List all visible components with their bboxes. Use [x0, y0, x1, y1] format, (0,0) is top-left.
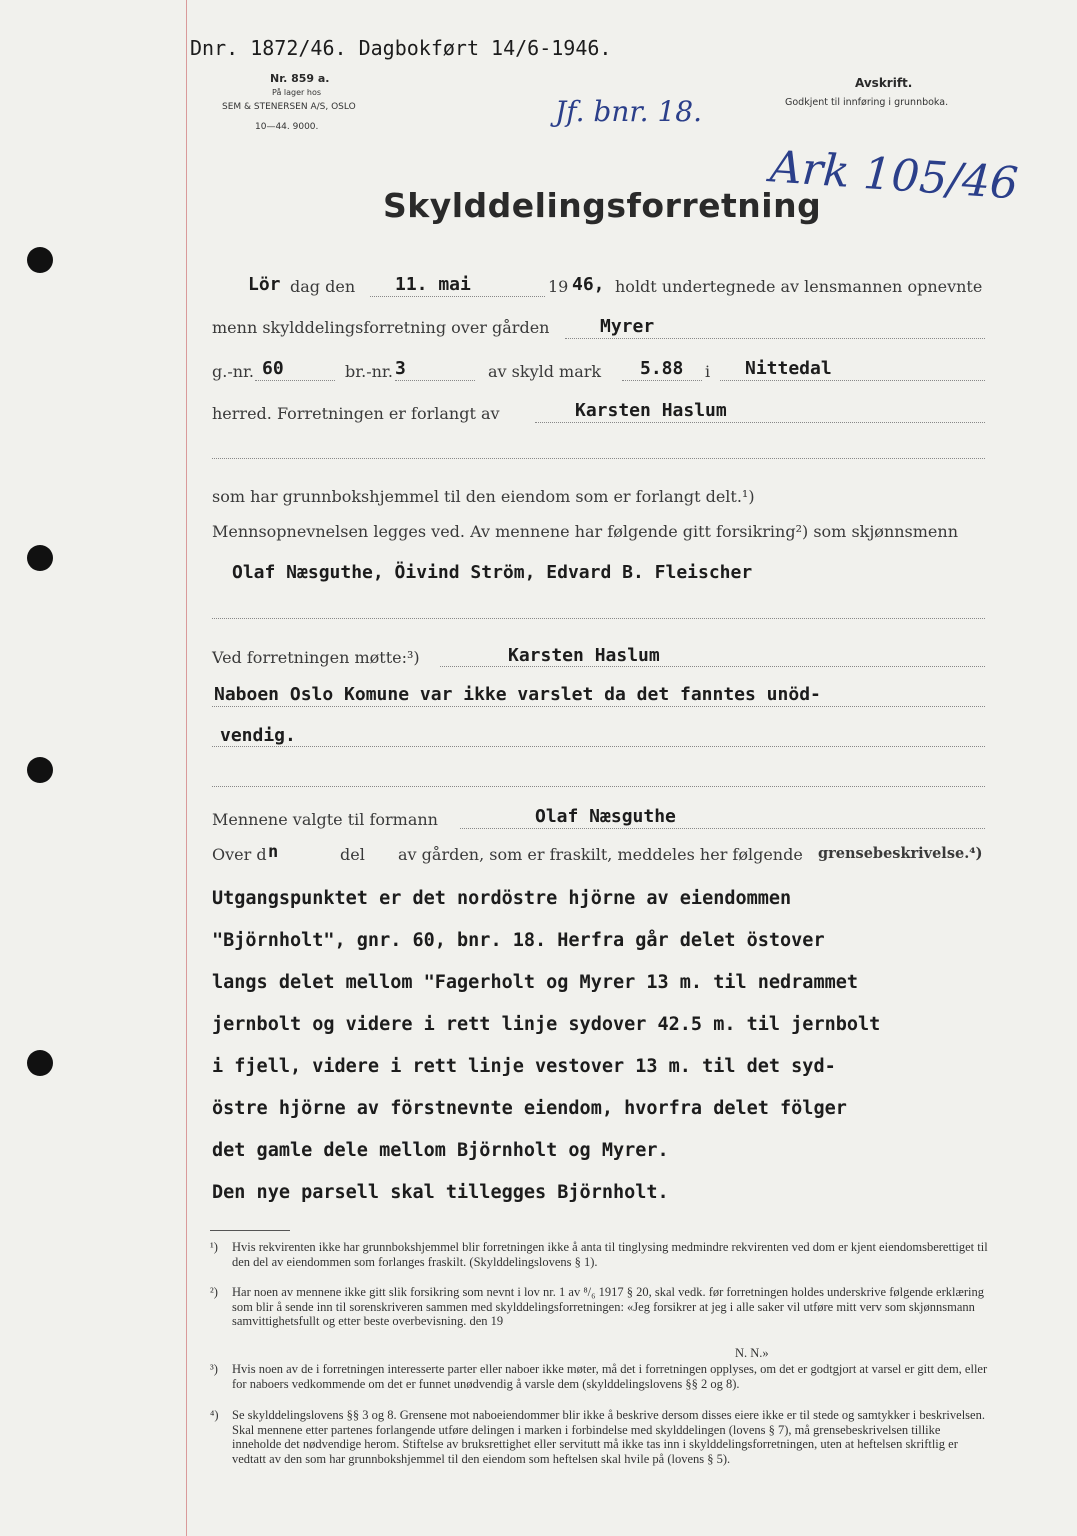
footnote-text: Har noen av mennene ikke gitt slik forsikring som nevnt i lov nr. 1 av ⁸/₆ 1917 § 20, skal vedk. før forretningen holdes underskrive følgende erklæring som blir å sende inn til sorenskriveren sammen med skylddelingsforretningen: «Jeg forsikrer at jeg i alle saker vil utføre mitt verv som skjønnsmann samvittighetsfullt og etter beste overbevisning. den 19 — [232, 1285, 984, 1328]
handwritten-archive-number: Ark 105/46 — [768, 141, 1020, 210]
skyld-value: 5.88 — [640, 358, 684, 379]
note-line: Naboen Oslo Komune var ikke varslet da det fanntes unöd- — [214, 684, 821, 705]
footnote — [210, 1408, 990, 1466]
label: av gården, som er fraskilt, meddeles her følgende — [398, 845, 803, 864]
publisher-line: SEM & STENERSEN A/S, OSLO — [222, 102, 356, 112]
fill-line — [212, 706, 985, 707]
fill-line — [440, 666, 985, 667]
label: herred. Forretningen er forlangt av — [212, 404, 500, 423]
label: del — [340, 845, 365, 864]
year-prefix: 19 — [548, 277, 569, 296]
footnote-number: ¹) — [210, 1240, 218, 1254]
attendee-name: Karsten Haslum — [508, 645, 660, 666]
footnote-signature — [735, 1346, 835, 1361]
fill-line — [255, 380, 335, 381]
footnote-text: Se skylddelingslovens §§ 3 og 8. Grensene mot naboeiendommer blir ikke å beskrive dersom disses eiere ikke er til stede og samtykker i beskrivelsen. Skal mennene etter partenes forlangende utføre delingen i marken i forbindelse med skylddelingen (lovens § 7), må grensebeskrivelsen tillike inneholde det nødvendige herom. Stiftelse av bruksrettighet eller servitutt må ikke tas inn i skylddelingsforretningen, uten at heftelsen skriftlig er vedtatt av den som har grunnbokshjemmel til den eiendom som heftelsen skal hvile på (lovens § 5). — [232, 1408, 985, 1466]
label: Ved forretningen møtte:³) — [212, 648, 420, 667]
fill-line — [622, 380, 702, 381]
description-line: i fjell, videre i rett linje vestover 13 m. til det syd- — [212, 1056, 836, 1077]
footnote — [210, 1285, 990, 1329]
year-value: 46, — [572, 274, 605, 295]
chairman-name: Olaf Næsguthe — [535, 806, 676, 827]
text-line: Mennsopnevnelsen legges ved. Av mennene har følgende gitt forsikring²) som skjønnsmenn — [212, 522, 959, 541]
description-line: langs delet mellom "Fagerholt og Myrer 13 m. til nedrammet — [212, 972, 859, 993]
fill-line — [370, 296, 545, 297]
punch-hole — [27, 1050, 53, 1076]
publisher-line: På lager hos — [272, 88, 321, 97]
weekday: Lör — [248, 274, 281, 295]
footnote-divider — [210, 1230, 290, 1231]
approval-note: Godkjent til innføring i grunnboka. — [785, 97, 949, 108]
form-number: Nr. 859 a. — [270, 72, 330, 85]
label: Over d — [212, 845, 267, 864]
fill-line — [212, 746, 985, 747]
fill-line — [565, 338, 985, 339]
fill-line — [212, 786, 985, 787]
label: i — [705, 362, 711, 381]
label: grensebeskrivelse.⁴) — [818, 845, 983, 862]
description-line: det gamle dele mellom Björnholt og Myrer. — [212, 1140, 669, 1161]
bnr-value: 3 — [395, 358, 406, 379]
footnote-text: Hvis noen av de i forretningen interesserte parter eller naboer ikke møter, må det i forretningen opplyses, om det er godtgjort at varsel er gitt dem, eller for naboers vedkommende om det er funnet unødvendig å varsle dem (skylddelingslovens §§ 2 og 8). — [232, 1362, 988, 1391]
fill-line — [395, 380, 475, 381]
description-line: Utgangspunktet er det nordöstre hjörne av eiendommen — [212, 888, 792, 909]
label: br.-nr. — [345, 362, 393, 381]
text-line: som har grunnbokshjemmel til den eiendom som er forlangt delt.¹) — [212, 487, 755, 506]
fill-line — [535, 422, 985, 423]
footnote — [210, 1362, 990, 1391]
label: Mennene valgte til formann — [212, 810, 438, 829]
footnote-text: N. N.» — [735, 1346, 769, 1360]
punch-hole — [27, 757, 53, 783]
footnote-text: Hvis rekvirenten ikke har grunnbokshjemmel blir forretningen ikke å anta til tinglysing medmindre rekvirenten ved dom er kjent eiendomsberettiget til den del av eiendommen som forlanges fraskilt. (Skylddelingslovens § 1). — [232, 1240, 988, 1269]
punch-hole — [27, 545, 53, 571]
herred-name: Nittedal — [745, 358, 832, 379]
avskrift-label: Avskrift. — [855, 76, 913, 90]
fill-line — [212, 618, 985, 619]
description-line: östre hjörne av förstnevnte eiendom, hvorfra delet fölger — [212, 1098, 847, 1119]
description-line: jernbolt og videre i rett linje sydover 42.5 m. til jernbolt — [212, 1014, 881, 1035]
label: g.-nr. — [212, 362, 255, 381]
gnr-value: 60 — [262, 358, 284, 379]
description-line: Den nye parsell skal tillegges Björnholt. — [212, 1182, 669, 1203]
description-line: "Björnholt", gnr. 60, bnr. 18. Herfra går delet östover — [212, 930, 825, 951]
punch-hole — [27, 247, 53, 273]
date-value: 11. mai — [395, 274, 471, 295]
appraisers-names: Olaf Næsguthe, Öivind Ström, Edvard B. Fleischer — [232, 562, 753, 583]
diary-number: Dnr. 1872/46. Dagbokført 14/6-1946. — [190, 36, 612, 60]
fill-line — [720, 380, 985, 381]
label: holdt undertegnede av lensmannen opnevnte — [615, 277, 983, 296]
footnote-number: ³) — [210, 1362, 218, 1376]
requester-name: Karsten Haslum — [575, 400, 727, 421]
publisher-line: 10—44. 9000. — [255, 122, 319, 132]
note-line: vendig. — [220, 725, 296, 746]
footnote — [210, 1240, 990, 1269]
footnote-number: ²) — [210, 1285, 218, 1299]
fill-line — [212, 458, 985, 459]
label: menn skylddelingsforretning over gården — [212, 318, 550, 337]
label: dag den — [290, 277, 356, 296]
label: av skyld mark — [488, 362, 602, 381]
farm-name: Myrer — [600, 316, 655, 337]
margin-rule — [186, 0, 187, 1536]
fill-line — [460, 828, 985, 829]
footnote-number: ⁴) — [210, 1408, 219, 1422]
handwritten-reference: Jf. bnr. 18. — [555, 95, 702, 128]
fill-value: n — [268, 842, 279, 862]
document-title: Skylddelingsforretning — [383, 186, 822, 225]
